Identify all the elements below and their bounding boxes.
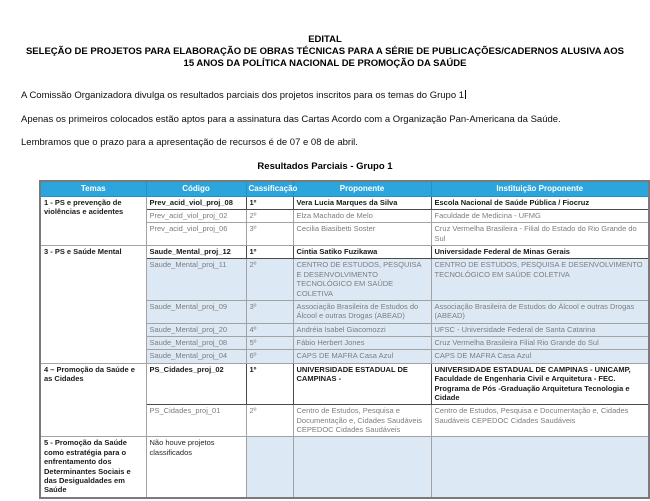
proponente-cell <box>293 437 431 498</box>
proponente-cell: CAPS DE MAFRA Casa Azul <box>293 350 431 363</box>
codigo-cell: Saude_Mental_proj_09 <box>146 300 246 323</box>
document-subtitle-line1: SELEÇÃO DE PROJETOS PARA ELABORAÇÃO DE OBRAS TÉCNICAS PARA A SÉRIE DE PUBLICAÇÕES/CADERNOS ALUSIVA AOS <box>25 46 625 57</box>
codigo-cell: Prev_acid_viol_proj_02 <box>146 209 246 222</box>
classificacao-cell <box>246 437 293 498</box>
codigo-cell: Prev_acid_viol_proj_08 <box>146 196 246 209</box>
header-instituicao: Instituição Proponente <box>431 181 649 197</box>
header-proponente: Proponente <box>293 181 431 197</box>
codigo-cell: PS_Cidades_proj_01 <box>146 405 246 437</box>
results-table-header <box>40 181 649 197</box>
instituicao-cell: Associação Brasileira de Estudos do Álcool e outras Drogas (ABEAD) <box>431 300 649 323</box>
proponente-cell: Elza Machado de Melo <box>293 209 431 222</box>
document-page[interactable] <box>0 34 650 501</box>
proponente-cell: Centro de Estudos, Pesquisa e Documentação e, Cidades Saudáveis CEPEDOC Cidades Saudáveis <box>293 405 431 437</box>
document-subtitle-line2: 15 ANOS DA POLÍTICA NACIONAL DE PROMOÇÃO DA SAÚDE <box>183 58 467 69</box>
results-table-body <box>40 196 649 498</box>
classificacao-cell: 1º <box>246 246 293 259</box>
classificacao-cell: 4º <box>246 323 293 336</box>
proponente-cell: Fábio Herbert Jones <box>293 337 431 350</box>
paragraph-1-text: A Comissão Organizadora divulga os resultados parciais dos projetos inscritos para os temas do Grupo 1 <box>21 90 465 101</box>
codigo-cell: Saude_Mental_proj_11 <box>146 259 246 301</box>
instituicao-cell: Universidade Federal de Minas Gerais <box>431 246 649 259</box>
header-classificacao: Cassificação <box>246 181 293 197</box>
proponente-cell: Associação Brasileira de Estudos do Álcool e outras Drogas (ABEAD) <box>293 300 431 323</box>
proponente-cell: Cecilia Biasibetti Soster <box>293 223 431 246</box>
codigo-cell: Prev_acid_viol_proj_06 <box>146 223 246 246</box>
text-cursor <box>465 90 466 99</box>
table-row <box>40 196 649 209</box>
instituicao-cell <box>431 437 649 498</box>
classificacao-cell: 1º <box>246 196 293 209</box>
codigo-cell: Saude_Mental_proj_04 <box>146 350 246 363</box>
document-title: EDITAL <box>308 34 342 45</box>
proponente-cell: Andréia Isabel Giacomozzi <box>293 323 431 336</box>
instituicao-cell: Cruz Vermelha Brasileira - Filial do Estado do Rio Grande do Sul <box>431 223 649 246</box>
proponente-cell: Vera Lucia Marques da Silva <box>293 196 431 209</box>
table-row <box>40 246 649 259</box>
paragraph-2: Apenas os primeiros colocados estão aptos para a assinatura das Cartas Acordo com a Organização Pan-Americana da Saúde. <box>21 113 561 125</box>
classificacao-cell: 2º <box>246 209 293 222</box>
instituicao-cell: Cruz Vermelha Brasileira Filial Rio Grande do Sul <box>431 337 649 350</box>
proponente-cell: Cintia Satiko Fuzikawa <box>293 246 431 259</box>
classificacao-cell: 1º <box>246 363 293 405</box>
header-codigo: Código <box>146 181 246 197</box>
paragraph-3: Lembramos que o prazo para a apresentação de recursos é de 07 e 08 de abril. <box>21 137 358 148</box>
codigo-cell: Não houve projetos classificados <box>146 437 246 498</box>
codigo-cell: Saude_Mental_proj_08 <box>146 337 246 350</box>
instituicao-cell: CENTRO DE ESTUDOS, PESQUISA E DESENVOLVIMENTO TECNOLÓGICO EM SAÚDE COLETIVA <box>431 259 649 301</box>
instituicao-cell: Faculdade de Medicina - UFMG <box>431 209 649 222</box>
document-title-block <box>0 34 650 70</box>
document-body-text <box>21 90 622 148</box>
header-temas: Temas <box>40 181 146 197</box>
instituicao-cell: CAPS DE MAFRA Casa Azul <box>431 350 649 363</box>
classificacao-cell: 5º <box>246 337 293 350</box>
proponente-cell: UNIVERSIDADE ESTADUAL DE CAMPINAS - <box>293 363 431 405</box>
classificacao-cell: 3º <box>246 300 293 323</box>
instituicao-cell: Centro de Estudos, Pesquisa e Documentação e, Cidades Saudáveis CEPEDOC Cidades Saudáveis <box>431 405 649 437</box>
tema-cell: 1 - PS e prevenção de violências e acidentes <box>40 196 146 246</box>
header-row <box>40 181 649 197</box>
proponente-cell: CENTRO DE ESTUDOS, PESQUISA E DESENVOLVIMENTO TECNOLÓGICO EM SAÚDE COLETIVA <box>293 259 431 301</box>
tema-cell: 5 - Promoção da Saúde como estratégia para o enfrentamento dos Determinantes Sociais e das Desigualdades em Saúde <box>40 437 146 498</box>
instituicao-cell: UNIVERSIDADE ESTADUAL DE CAMPINAS - UNICAMP, Faculdade de Engenharia Civil e Arquitetura - FEC. Programa de Pós -Graduação Arquitetura Tecnologia e Cidade <box>431 363 649 405</box>
codigo-cell: Saude_Mental_proj_20 <box>146 323 246 336</box>
table-row <box>40 363 649 405</box>
paragraph-1 <box>21 90 622 101</box>
tema-cell: 4 – Promoção da Saúde e as Cidades <box>40 363 146 437</box>
tema-cell: 3 - PS e Saúde Mental <box>40 246 146 364</box>
classificacao-cell: 2º <box>246 405 293 437</box>
codigo-cell: Saude_Mental_proj_12 <box>146 246 246 259</box>
classificacao-cell: 2º <box>246 259 293 301</box>
classificacao-cell: 6º <box>246 350 293 363</box>
results-table <box>39 180 650 499</box>
instituicao-cell: UFSC - Universidade Federal de Santa Catarina <box>431 323 649 336</box>
classificacao-cell: 3º <box>246 223 293 246</box>
table-caption: Resultados Parciais - Grupo 1 <box>257 160 393 172</box>
table-row <box>40 437 649 498</box>
codigo-cell: PS_Cidades_proj_02 <box>146 363 246 405</box>
instituicao-cell: Escola Nacional de Saúde Pública / Fiocruz <box>431 196 649 209</box>
